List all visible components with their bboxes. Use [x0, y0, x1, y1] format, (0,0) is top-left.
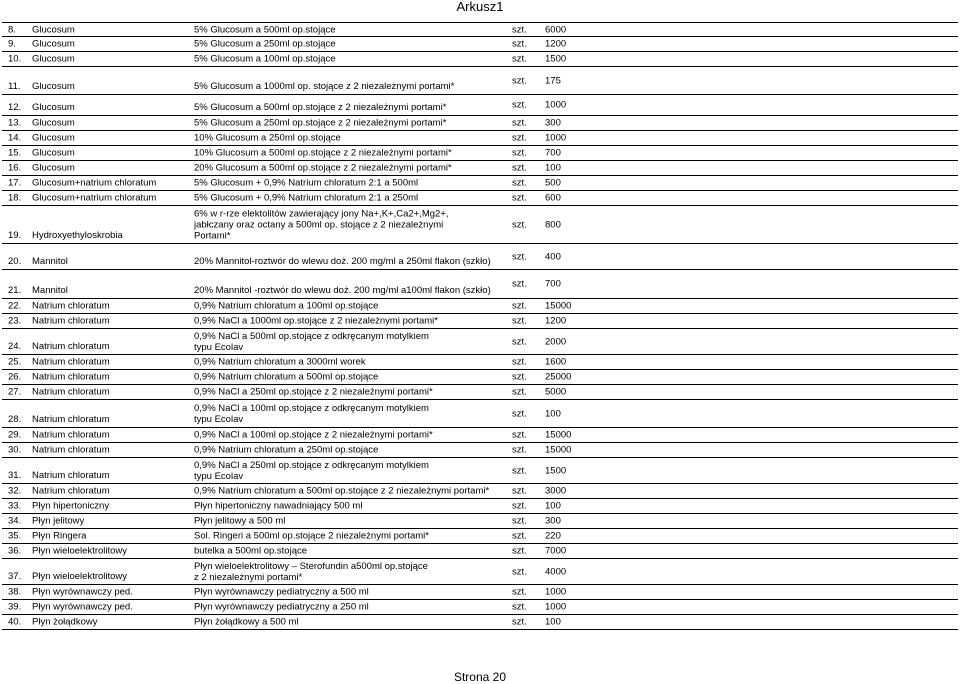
table-row	[2, 52, 958, 67]
product-name: Glucosum+natrium chloratum	[32, 192, 157, 204]
row-number: 26.	[8, 371, 22, 383]
product-name: Natrium chloratum	[32, 300, 110, 312]
unit: szt.	[512, 601, 527, 613]
unit: szt.	[512, 386, 527, 398]
product-description: 0,9% NaCl a 250ml op.stojące z 2 niezależnymi portami*	[194, 386, 433, 398]
unit: szt.	[512, 444, 527, 456]
quantity: 4000	[545, 566, 567, 577]
table-row	[2, 191, 958, 206]
table-row	[2, 95, 958, 116]
unit: szt.	[512, 177, 527, 189]
table-row	[2, 314, 958, 329]
table-row	[2, 499, 958, 514]
quantity: 1000	[545, 132, 567, 144]
unit: szt.	[512, 315, 527, 327]
quantity: 1000	[545, 586, 567, 598]
row-number: 8.	[8, 24, 16, 35]
quantity: 3000	[545, 485, 567, 497]
product-description: 5% Glucosum a 500ml op.stojące z 2 niezależnymi portami*	[194, 102, 447, 113]
row-number: 39.	[8, 601, 22, 613]
row-number: 16.	[8, 162, 22, 174]
table-row	[2, 544, 958, 559]
product-name: Glucosum	[32, 81, 75, 92]
product-description: butelka a 500ml op.stojące	[194, 545, 308, 557]
product-description: 20% Mannitol -roztwór do wlewu doż. 200 mg/ml a100ml flakon (szkło)	[194, 285, 491, 296]
row-number: 10.	[8, 53, 22, 65]
row-number: 24.	[8, 341, 22, 352]
table-row	[2, 270, 958, 299]
product-description: 5% Glucosum a 250ml op.stojące	[194, 38, 336, 50]
product-name: Natrium chloratum	[32, 414, 110, 425]
table-row	[2, 370, 958, 385]
quantity: 1500	[545, 53, 567, 65]
unit: szt.	[512, 24, 527, 35]
product-name: Natrium chloratum	[32, 386, 110, 398]
row-number: 22.	[8, 300, 22, 312]
table-row	[2, 385, 958, 400]
quantity: 175	[545, 75, 561, 86]
product-name: Płyn hipertoniczny	[32, 500, 110, 512]
unit: szt.	[512, 53, 527, 65]
product-name: Płyn wieloelektrolitowy	[32, 545, 128, 557]
unit: szt.	[512, 500, 527, 512]
product-name: Natrium chloratum	[32, 429, 110, 441]
product-description: Płyn żołądkowy a 500 ml	[194, 616, 299, 628]
table-row	[2, 146, 958, 161]
product-name: Natrium chloratum	[32, 356, 110, 368]
unit: szt.	[512, 429, 527, 441]
unit: szt.	[512, 99, 527, 111]
unit: szt.	[512, 530, 527, 542]
product-description: 0,9% Natrium chloratum a 100ml op.stojące	[194, 300, 379, 312]
unit: szt.	[512, 162, 527, 174]
quantity: 1000	[545, 99, 567, 111]
product-description: 10% Glucosum a 500ml op.stojące z 2 niezależnymi portami*	[194, 147, 452, 159]
unit: szt.	[512, 586, 527, 598]
row-number: 36.	[8, 545, 22, 557]
row-number: 27.	[8, 386, 22, 398]
product-name: Hydroxyethyloskrobia	[32, 230, 123, 241]
quantity: 500	[545, 177, 561, 189]
product-description: Sol. Ringeri a 500ml op.stojące 2 niezależnymi portami*	[194, 530, 429, 542]
row-number: 17.	[8, 177, 22, 189]
row-number: 11.	[8, 81, 21, 92]
product-name: Glucosum	[32, 147, 75, 159]
product-name: Płyn wieloelektrolitowy	[32, 571, 128, 582]
product-description: Płyn jelitowy a 500 ml	[194, 515, 286, 527]
product-name: Natrium chloratum	[32, 341, 110, 352]
product-description: Płyn wyrównawczy pediatryczny a 250 ml	[194, 601, 369, 613]
product-description: 0,9% NaCl a 250ml op.stojące z odkręcanym motylkiem typu Ecolav	[194, 459, 429, 482]
product-description: 20% Mannitol-roztwór do wlewu doż. 200 mg/ml a 250ml flakon (szkło)	[194, 256, 491, 267]
table-row	[2, 161, 958, 176]
row-number: 20.	[8, 256, 22, 267]
table-row	[2, 615, 958, 630]
product-name: Natrium chloratum	[32, 444, 110, 456]
table-row	[2, 355, 958, 370]
product-description: 0,9% NaCl a 1000ml op.stojące z 2 niezależnymi portami*	[194, 315, 438, 327]
product-description: 0,9% NaCl a 100ml op.stojące z odkręcanym motylkiem typu Ecolav	[194, 402, 429, 425]
unit: szt.	[512, 465, 527, 476]
product-name: Glucosum	[32, 38, 75, 50]
unit: szt.	[512, 336, 527, 347]
quantity: 100	[545, 408, 561, 419]
product-name: Glucosum	[32, 24, 75, 35]
product-description: 0,9% Natrium chloratum a 500ml op.stojące z 2 niezależnymi portami*	[194, 485, 490, 497]
row-number: 28.	[8, 414, 22, 425]
quantity: 700	[545, 278, 561, 290]
product-name: Natrium chloratum	[32, 371, 110, 383]
table-row	[2, 299, 958, 314]
quantity: 25000	[545, 371, 572, 383]
quantity: 300	[545, 515, 561, 527]
row-number: 25.	[8, 356, 22, 368]
quantity: 1200	[545, 315, 567, 327]
table-row	[2, 244, 958, 270]
product-name: Mannitol	[32, 285, 68, 296]
product-description: 5% Glucosum a 250ml op.stojące z 2 niezależnymi portami*	[194, 117, 447, 129]
unit: szt.	[512, 192, 527, 204]
row-number: 23.	[8, 315, 22, 327]
table-row	[2, 484, 958, 499]
product-name: Mannitol	[32, 256, 68, 267]
row-number: 32.	[8, 485, 22, 497]
row-number: 37.	[8, 571, 22, 582]
quantity: 300	[545, 117, 561, 129]
unit: szt.	[512, 278, 527, 290]
unit: szt.	[512, 75, 527, 86]
quantity: 700	[545, 147, 561, 159]
product-description: 0,9% NaCl a 500ml op.stojące z odkręcanym motylkiem typu Ecolav	[194, 330, 429, 353]
unit: szt.	[512, 117, 527, 129]
table-row	[2, 600, 958, 615]
quantity: 15000	[545, 429, 572, 441]
row-number: 34.	[8, 515, 22, 527]
product-description: 0,9% Natrium chloratum a 500ml op.stojące	[194, 371, 379, 383]
unit: szt.	[512, 38, 527, 50]
page-footer: Strona 20	[453, 670, 507, 684]
table-row	[2, 529, 958, 544]
table-row	[2, 116, 958, 131]
quantity: 1000	[545, 601, 567, 613]
row-number: 38.	[8, 586, 22, 598]
product-description: Płyn hipertoniczny nawadniający 500 ml	[194, 500, 363, 512]
unit: szt.	[512, 545, 527, 557]
row-number: 18.	[8, 192, 22, 204]
unit: szt.	[512, 356, 527, 368]
product-name: Natrium chloratum	[32, 485, 110, 497]
table-row	[2, 400, 958, 428]
table-row	[2, 329, 958, 355]
product-name: Płyn wyrównawczy ped.	[32, 601, 133, 613]
table-row	[2, 559, 958, 585]
row-number: 9.	[8, 38, 16, 50]
sheet-title: Arkusz1	[456, 0, 504, 14]
product-name: Natrium chloratum	[32, 470, 110, 481]
row-number: 30.	[8, 444, 22, 456]
price-table	[2, 22, 958, 630]
row-number: 35.	[8, 530, 22, 542]
unit: szt.	[512, 616, 527, 628]
product-name: Płyn jelitowy	[32, 515, 85, 527]
quantity: 2000	[545, 336, 567, 347]
unit: szt.	[512, 371, 527, 383]
table-row	[2, 67, 958, 95]
quantity: 1600	[545, 356, 567, 368]
row-number: 14.	[8, 132, 22, 144]
table-row	[2, 585, 958, 600]
product-name: Glucosum	[32, 117, 75, 129]
product-name: Płyn Ringera	[32, 530, 87, 542]
table-row	[2, 206, 958, 244]
quantity: 1500	[545, 465, 567, 476]
unit: szt.	[512, 515, 527, 527]
table-row	[2, 22, 958, 37]
unit: szt.	[512, 132, 527, 144]
product-name: Natrium chloratum	[32, 315, 110, 327]
table-row	[2, 131, 958, 146]
quantity: 6000	[545, 24, 567, 35]
unit: szt.	[512, 300, 527, 312]
row-number: 31.	[8, 470, 22, 481]
row-number: 21.	[8, 285, 22, 296]
product-description: 0,9% NaCl a 100ml op.stojące z 2 niezależnymi portami*	[194, 429, 433, 441]
unit: szt.	[512, 219, 527, 230]
unit: szt.	[512, 408, 527, 419]
product-name: Płyn żołądkowy	[32, 616, 98, 628]
product-description: 5% Glucosum + 0,9% Natrium chloratum 2:1 a 250ml	[194, 192, 419, 204]
product-description: 6% w r-rze elektolitów zawierający jony Na+,K+,Ca2+,Mg2+, jabłczany oraz octany a 500ml op. stojące z 2 niezależnymi Portami*	[194, 208, 449, 241]
row-number: 29.	[8, 429, 22, 441]
row-number: 13.	[8, 117, 22, 129]
quantity: 400	[545, 251, 561, 262]
row-number: 12.	[8, 102, 22, 113]
quantity: 1200	[545, 38, 567, 50]
quantity: 100	[545, 616, 561, 628]
table-row	[2, 428, 958, 443]
product-name: Glucosum	[32, 162, 75, 174]
product-name: Glucosum	[32, 53, 75, 65]
quantity: 600	[545, 192, 561, 204]
product-description: Płyn wieloelektrolitowy – Sterofundin a500ml op.stojące z 2 niezależnymi portami*	[194, 560, 428, 583]
quantity: 800	[545, 219, 561, 230]
product-description: 5% Glucosum + 0,9% Natrium chloratum 2:1 a 500ml	[194, 177, 419, 189]
quantity: 5000	[545, 386, 567, 398]
table-row	[2, 443, 958, 458]
quantity: 15000	[545, 444, 572, 456]
unit: szt.	[512, 147, 527, 159]
table-row	[2, 458, 958, 484]
product-name: Płyn wyrównawczy ped.	[32, 586, 133, 598]
quantity: 7000	[545, 545, 567, 557]
quantity: 100	[545, 500, 561, 512]
table-row	[2, 176, 958, 191]
product-description: 20% Glucosum a 500ml op.stojące z 2 niezależnymi portami*	[194, 162, 452, 174]
product-name: Glucosum+natrium chloratum	[32, 177, 157, 189]
product-description: 10% Glucosum a 250ml op.stojące	[194, 132, 341, 144]
quantity: 100	[545, 162, 561, 174]
row-number: 19.	[8, 230, 22, 241]
row-number: 40.	[8, 616, 22, 628]
product-description: 5% Glucosum a 500ml op.stojące	[194, 24, 336, 35]
product-description: 0,9% Natrium chloratum a 3000ml worek	[194, 356, 366, 368]
row-number: 33.	[8, 500, 22, 512]
quantity: 220	[545, 530, 561, 542]
product-description: 0,9% Natrium chloratum a 250ml op.stojące	[194, 444, 379, 456]
table-row	[2, 514, 958, 529]
product-name: Glucosum	[32, 102, 75, 113]
product-name: Glucosum	[32, 132, 75, 144]
product-description: Płyn wyrównawczy pediatryczny a 500 ml	[194, 586, 369, 598]
quantity: 15000	[545, 300, 572, 312]
product-description: 5% Glucosum a 1000ml op. stojące z 2 niezależnymi portami*	[194, 81, 455, 92]
unit: szt.	[512, 566, 527, 577]
unit: szt.	[512, 251, 527, 262]
product-description: 5% Glucosum a 100ml op.stojące	[194, 53, 336, 65]
unit: szt.	[512, 485, 527, 497]
table-row	[2, 37, 958, 52]
row-number: 15.	[8, 147, 22, 159]
